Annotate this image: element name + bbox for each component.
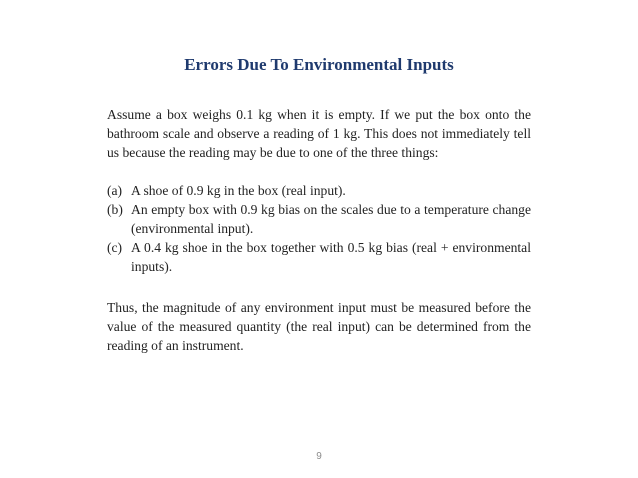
- list-marker: (c): [107, 240, 123, 255]
- conclusion-paragraph: Thus, the magnitude of any environment input must be measured before the value of the measured quantity (the real input) can be determined from the reading of an instrument.: [107, 300, 531, 353]
- slide-title: Errors Due To Environmental Inputs: [184, 55, 454, 74]
- list-marker: (b): [107, 202, 123, 217]
- cases-list: [107, 181, 531, 276]
- page-number: 9: [316, 451, 322, 462]
- list-item-text: A shoe of 0.9 kg in the box (real input).: [131, 183, 346, 198]
- list-item: [107, 238, 531, 276]
- list-item: [107, 200, 531, 238]
- intro-paragraph: Assume a box weighs 0.1 kg when it is empty. If we put the box onto the bathroom scale and observe a reading of 1 kg. This does not immediately tell us because the reading may be due to one of the three things:: [107, 107, 531, 160]
- list-item: [107, 181, 531, 200]
- list-item-text: An empty box with 0.9 kg bias on the scales due to a temperature change (environmental input).: [131, 202, 531, 236]
- list-item-text: A 0.4 kg shoe in the box together with 0.5 kg bias (real + environmental inputs).: [131, 240, 531, 274]
- list-marker: (a): [107, 183, 123, 198]
